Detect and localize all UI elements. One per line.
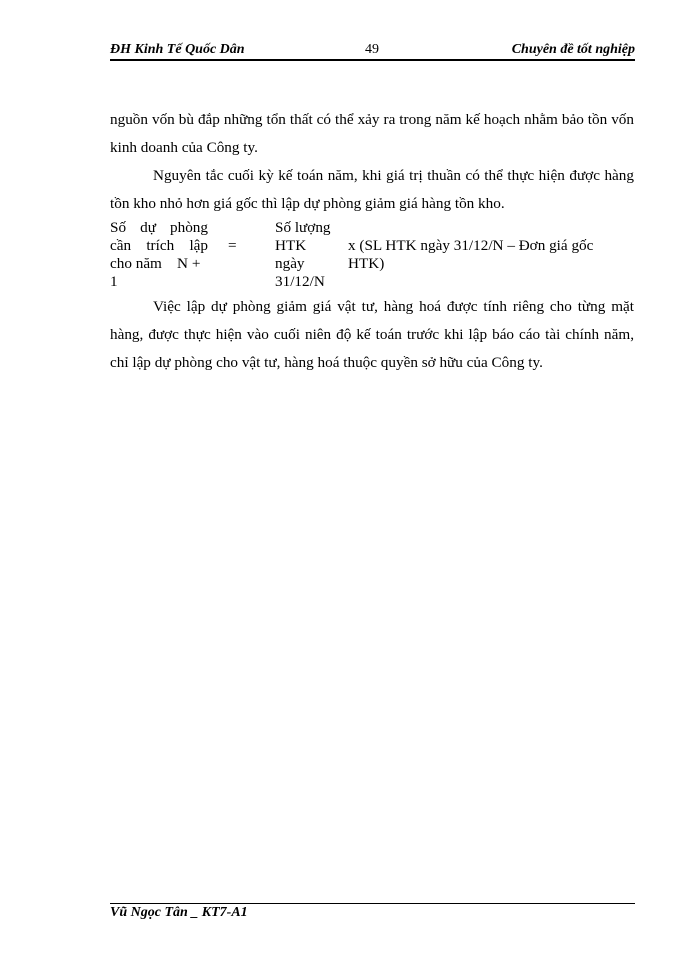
header-divider xyxy=(110,59,635,61)
formula-lhs-line: 1 xyxy=(110,273,118,290)
formula-quantity-line: Số lượng xyxy=(275,219,331,236)
document-body xyxy=(110,106,634,377)
page-number: 49 xyxy=(365,42,379,57)
formula-quantity xyxy=(275,219,345,291)
paragraph-3: Việc lập dự phòng giảm giá vật tư, hàng hoá được tính riêng cho từng mặt hàng, được thực hiện vào cuối niên độ kế toán trước khi lập báo cáo tài chính năm, chỉ lập dự phòng cho vật tư, hàng hoá thuộc quyền sở hữu của Công ty. xyxy=(110,298,634,371)
formula-rhs xyxy=(348,237,638,273)
paragraph-1: nguồn vốn bù đắp những tổn thất có thể xảy ra trong năm kế hoạch nhằm bảo tồn vốn kinh doanh của Công ty. xyxy=(110,111,634,156)
formula-rhs-line: HTK) xyxy=(348,255,385,272)
formula-lhs-line: Số dự phòng xyxy=(110,219,208,236)
formula-lhs xyxy=(110,219,208,291)
provision-formula xyxy=(110,219,634,289)
formula-rhs-line: x (SL HTK ngày 31/12/N – Đơn giá gốc xyxy=(348,237,594,254)
page-header xyxy=(110,42,635,60)
footer-author: Vũ Ngọc Tân _ KT7-A1 xyxy=(110,905,248,920)
formula-lhs-line: cần trích lập xyxy=(110,237,208,254)
formula-quantity-line: HTK xyxy=(275,237,307,254)
header-university: ĐH Kinh Tế Quốc Dân xyxy=(110,42,245,57)
formula-lhs-line: cho năm N + xyxy=(110,255,201,272)
formula-quantity-line: 31/12/N xyxy=(275,273,325,290)
formula-equals-sign: = xyxy=(228,237,237,254)
formula-quantity-line: ngày xyxy=(275,255,305,272)
footer-divider xyxy=(110,903,635,904)
header-report-title: Chuyên đề tốt nghiệp xyxy=(511,42,635,57)
paragraph-2: Nguyên tắc cuối kỳ kế toán năm, khi giá trị thuần có thể thực hiện được hàng tồn kho nhỏ hơn giá gốc thì lập dự phòng giảm giá hàng tồn kho. xyxy=(110,167,634,212)
